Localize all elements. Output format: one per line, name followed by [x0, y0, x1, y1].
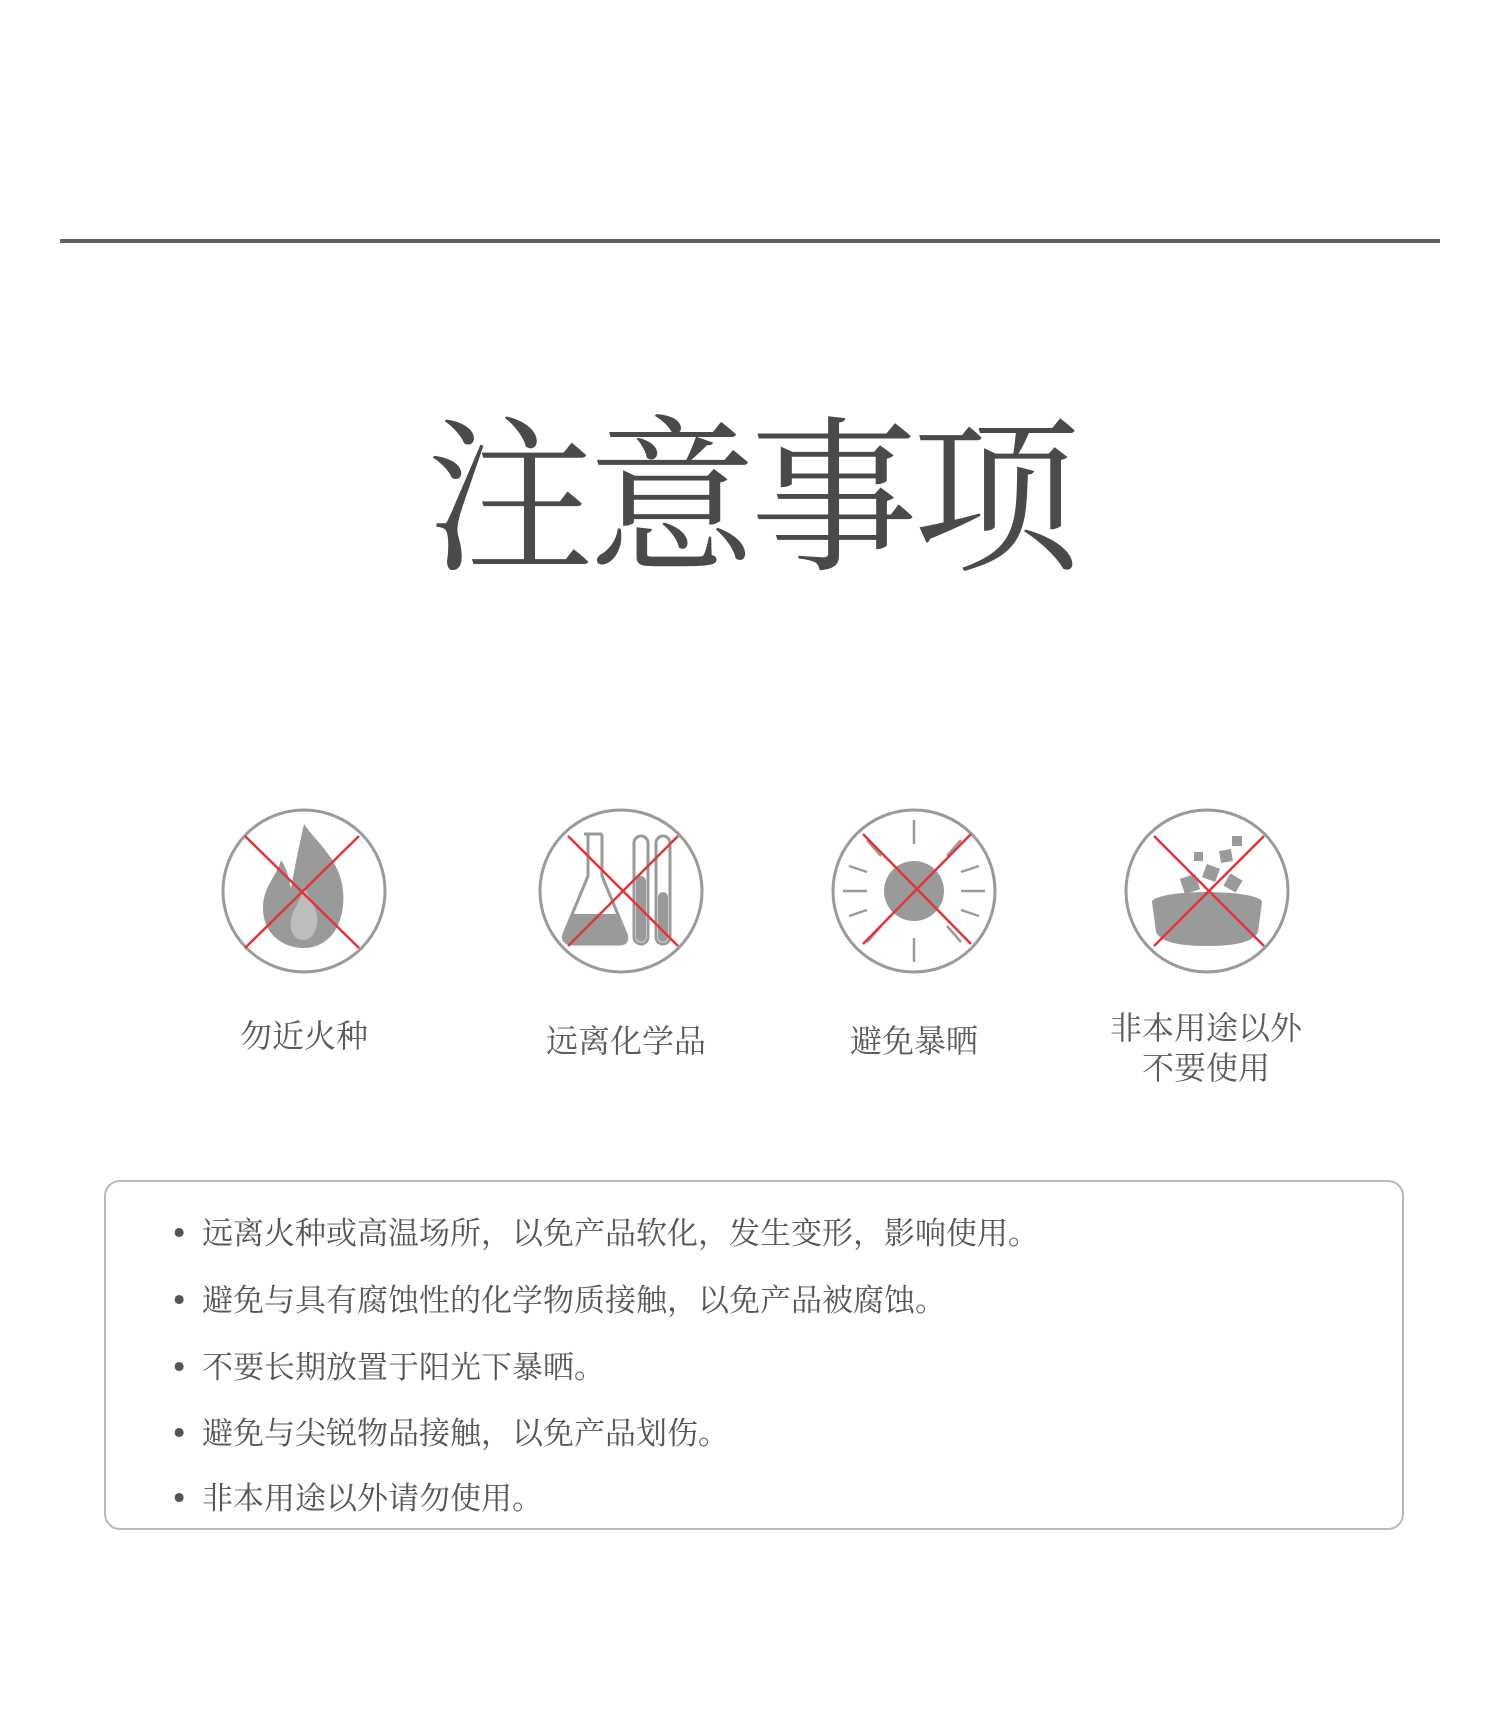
notice-text: 远离火种或高温场所，以免产品软化，发生变形，影响使用。 — [202, 1216, 1039, 1252]
notice-text: 不要长期放置于阳光下暴晒。 — [202, 1350, 605, 1386]
notice-text: 非本用途以外请勿使用。 — [202, 1481, 543, 1517]
bullet: • — [170, 1481, 189, 1517]
list-item — [170, 1214, 1039, 1254]
caption-no-sun-exposure: 避免暴晒 — [849, 1022, 978, 1060]
bullet: • — [170, 1416, 189, 1452]
caption-no-fire: 勿近火种 — [239, 1017, 368, 1055]
bullet: • — [170, 1283, 189, 1319]
bullet: • — [170, 1350, 189, 1386]
bullet: • — [170, 1216, 189, 1252]
no-fire-icon — [219, 806, 389, 976]
no-other-use-icon — [1122, 806, 1292, 976]
notice-box — [104, 1180, 1404, 1530]
list-item — [170, 1281, 946, 1321]
notice-text: 避免与尖锐物品接触，以免产品划伤。 — [202, 1416, 729, 1452]
no-chemicals-icon — [536, 806, 706, 976]
top-divider — [60, 239, 1440, 243]
no-sun-exposure-icon — [829, 806, 999, 976]
list-item — [170, 1414, 729, 1454]
notice-text: 避免与具有腐蚀性的化学物质接触，以免产品被腐蚀。 — [202, 1283, 946, 1319]
list-item — [170, 1348, 605, 1388]
caption-no-other-use-line1: 非本用途以外 — [1109, 1009, 1302, 1047]
caption-no-chemicals: 远离化学品 — [545, 1022, 706, 1060]
list-item — [170, 1479, 543, 1519]
caption-no-other-use-line2: 不要使用 — [1141, 1049, 1270, 1087]
page-title: 注意事项 — [426, 401, 1074, 597]
